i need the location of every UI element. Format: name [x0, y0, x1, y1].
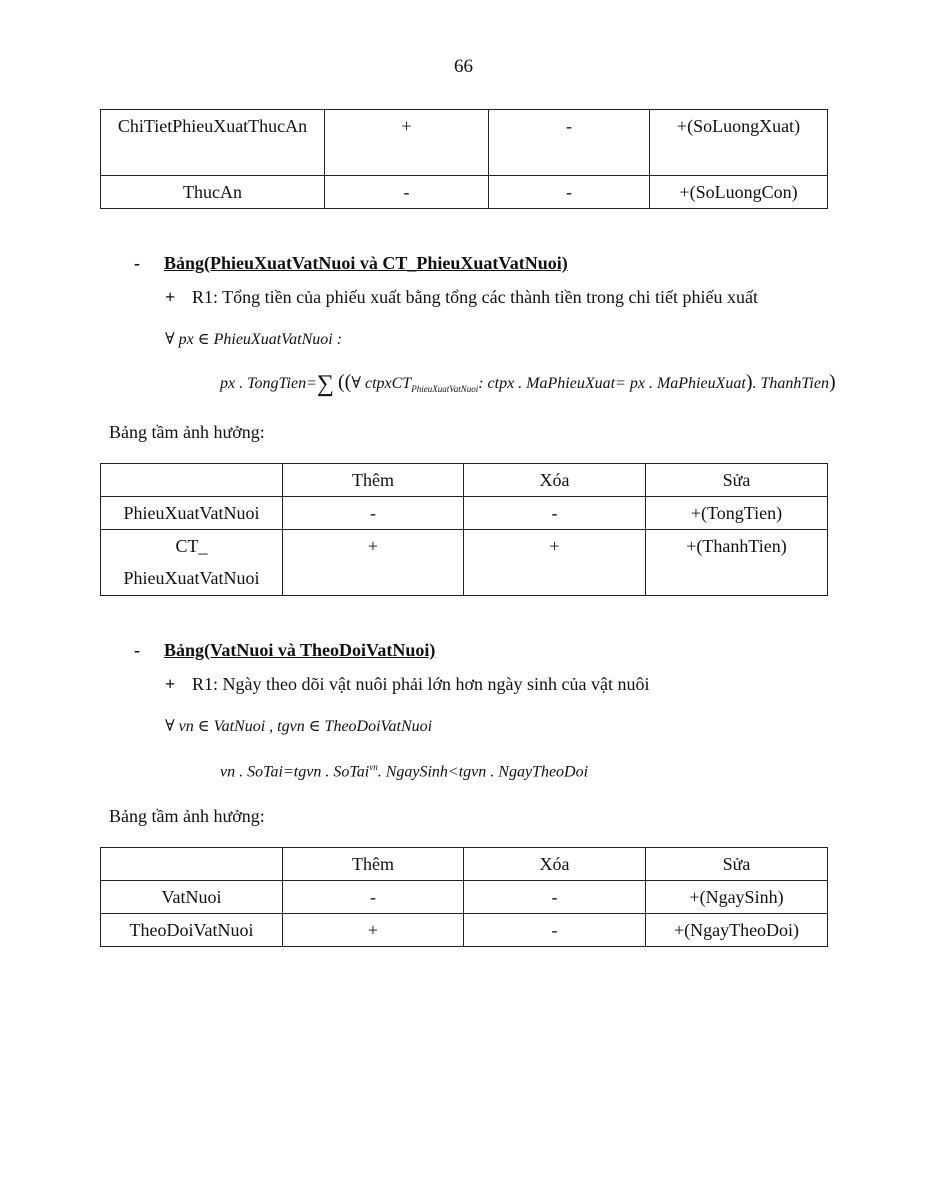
table-row: [101, 914, 828, 947]
rule-marker: +: [165, 287, 176, 307]
table-cell: -: [489, 110, 650, 176]
table-cell: PhieuXuatVatNuoi: [101, 497, 283, 530]
table-cell: +(SoLuongCon): [650, 176, 828, 209]
formula-tail: . ThanhTien: [752, 375, 829, 392]
table-cell: -: [325, 176, 489, 209]
rule-text: R1: Ngày theo dõi vật nuôi phải lớn hơn ngày sinh của vật nuôi: [192, 674, 650, 694]
table-cell: +: [283, 530, 464, 596]
table-header-cell: [101, 848, 283, 881]
table-cell: +(TongTien): [646, 497, 828, 530]
table-cell: -: [464, 881, 646, 914]
table-header-cell: Thêm: [283, 848, 464, 881]
table-cell: -: [283, 497, 464, 530]
table-cell: +(SoLuongXuat): [650, 110, 828, 176]
table-row: [101, 176, 828, 209]
formula-main: vn . SoTai=tgvn . SoTai: [220, 763, 370, 781]
heading-text: Bảng(VatNuoi và TheoDoiVatNuoi): [164, 640, 436, 660]
table-cell: -: [464, 497, 646, 530]
table-row: [101, 110, 828, 176]
rule-text: R1: Tổng tiền của phiếu xuất bằng tổng các thành tiền trong chi tiết phiếu xuất: [192, 287, 759, 307]
table-cell: +(NgayTheoDoi): [646, 914, 828, 947]
formula-superscript: vn: [369, 762, 378, 772]
formula-condition: [220, 762, 588, 781]
table-cell: +: [464, 530, 646, 596]
table-header-cell: Thêm: [283, 464, 464, 497]
table-cell: ThucAn: [101, 176, 325, 209]
table-header-cell: [101, 464, 283, 497]
formula-quantifier: ∀ px ∈ PhieuXuatVatNuoi :: [165, 331, 343, 348]
table-header-row: [101, 464, 828, 497]
table-cell: +(ThanhTien): [646, 530, 828, 596]
rule-line: [165, 287, 758, 308]
table-cell: ChiTietPhieuXuatThucAn: [101, 110, 325, 176]
formula-body-2: : ctpx . MaPhieuXuat= px . MaPhieuXuat: [478, 375, 746, 392]
table-cell: VatNuoi: [101, 881, 283, 914]
table-cell: -: [283, 881, 464, 914]
open-paren: ((: [338, 371, 352, 393]
impact-table-3: [100, 847, 828, 947]
table-header-cell: Xóa: [464, 848, 646, 881]
close-paren: ): [745, 371, 753, 393]
table-cell: -: [464, 914, 646, 947]
formula-subscript: PhieuXuatVatNuoi: [411, 384, 479, 395]
heading-text: Bảng(PhieuXuatVatNuoi và CT_PhieuXuatVatNuoi): [164, 253, 568, 273]
table-cell: +: [325, 110, 489, 176]
page-number: 66: [454, 56, 473, 77]
rule-marker: +: [165, 674, 176, 694]
table-header-row: [101, 848, 828, 881]
sum-symbol: ∑: [316, 371, 334, 397]
table-header-cell: Xóa: [464, 464, 646, 497]
end-paren: ): [828, 371, 836, 393]
table-cell: TheoDoiVatNuoi: [101, 914, 283, 947]
formula-rest: . NgaySinh<tgvn . NgayTheoDoi: [377, 763, 589, 781]
formula-quantifier: ∀ vn ∈ VatNuoi , tgvn ∈ TheoDoiVatNuoi: [165, 718, 433, 735]
table-cell: CT_ PhieuXuatVatNuoi: [101, 530, 283, 596]
table-row: [101, 530, 828, 596]
impact-label: Bảng tầm ảnh hưởng:: [109, 806, 265, 826]
section-heading: [134, 253, 568, 274]
table-row: [101, 497, 828, 530]
table-header-cell: Sửa: [646, 464, 828, 497]
table-header-cell: Sửa: [646, 848, 828, 881]
table-cell: +(NgaySinh): [646, 881, 828, 914]
table-cell: +: [283, 914, 464, 947]
bullet-dash: -: [134, 253, 140, 273]
bullet-dash: -: [134, 640, 140, 660]
impact-table-1: [100, 109, 828, 209]
rule-line: [165, 674, 649, 695]
section-heading: [134, 640, 435, 661]
table-row: [101, 881, 828, 914]
formula-sum: [220, 371, 836, 398]
formula-lhs: px . TongTien=: [220, 375, 317, 392]
impact-label: Bảng tầm ảnh hưởng:: [109, 422, 265, 442]
table-cell: -: [489, 176, 650, 209]
formula-body-1: ∀ ctpxCT: [351, 375, 412, 392]
impact-table-2: [100, 463, 828, 596]
